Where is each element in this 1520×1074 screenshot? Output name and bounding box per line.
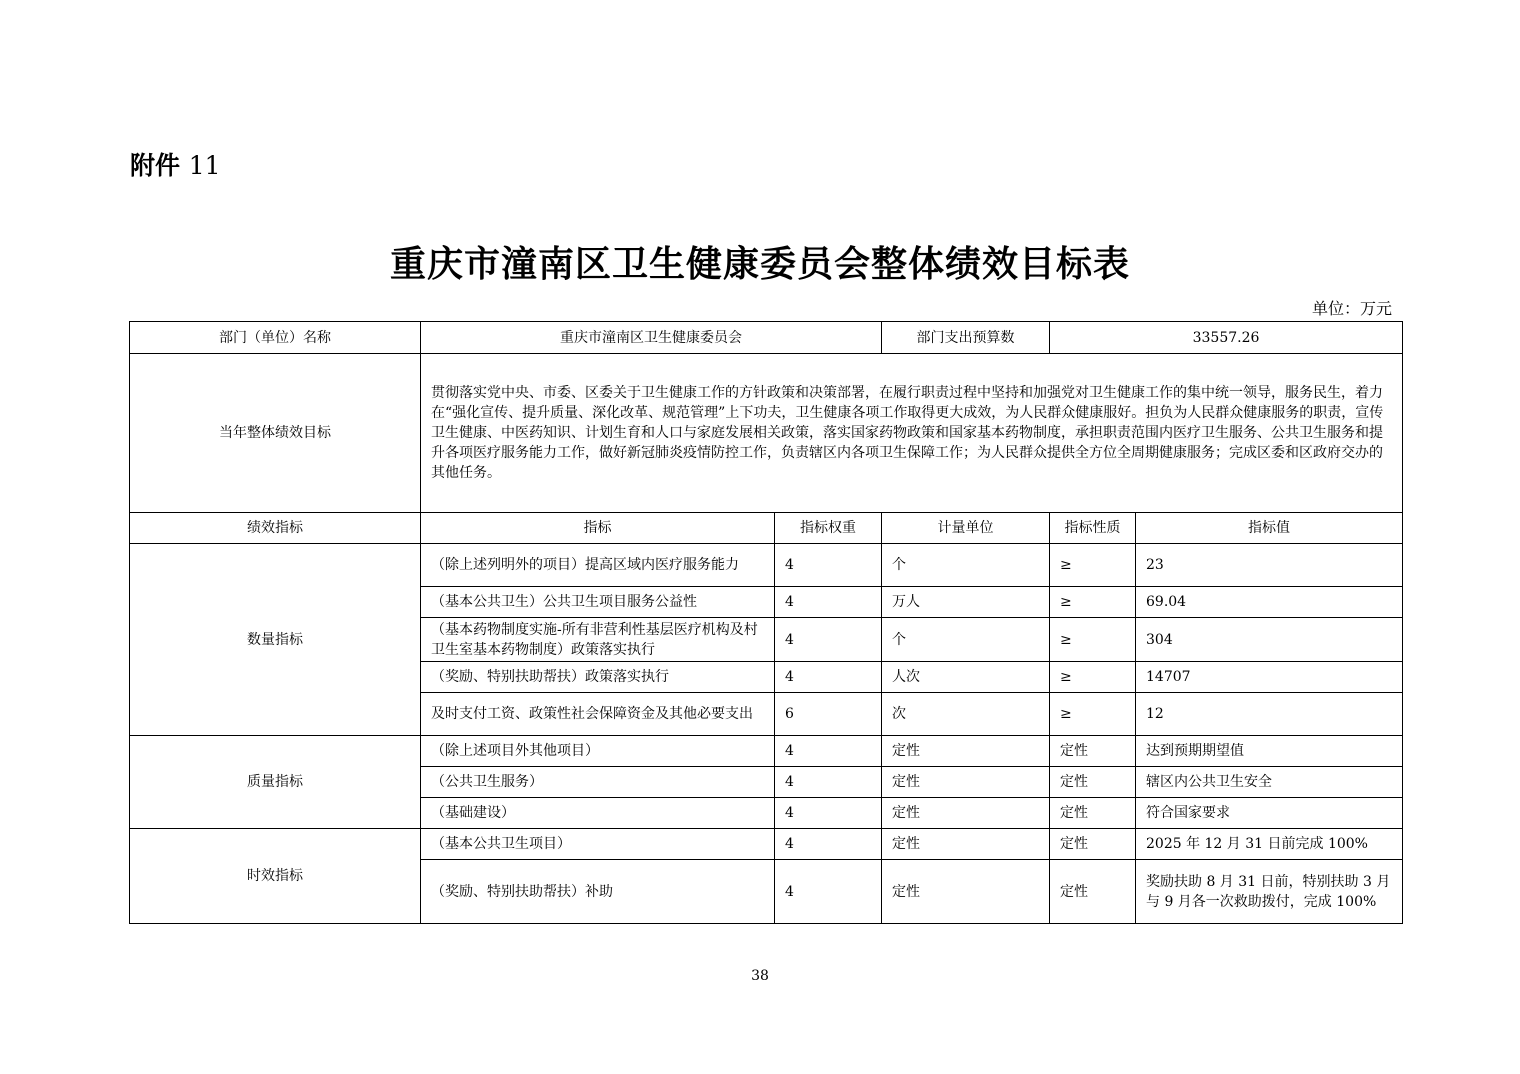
cell-value: 符合国家要求 xyxy=(1136,798,1403,829)
group-name: 质量指标 xyxy=(130,736,421,829)
cell-weight: 4 xyxy=(775,618,882,662)
cell-value: 2025 年 12 月 31 日前完成 100% xyxy=(1136,829,1403,860)
cell-nature: ≥ xyxy=(1050,618,1136,662)
cell-weight: 4 xyxy=(775,544,882,587)
cell-unit: 定性 xyxy=(882,798,1050,829)
column-header: 指标权重 xyxy=(775,513,882,544)
cell-indicator: （除上述项目外其他项目） xyxy=(421,736,775,767)
cell-weight: 4 xyxy=(775,767,882,798)
cell-unit: 个 xyxy=(882,618,1050,662)
cell-indicator: （除上述列明外的项目）提高区域内医疗服务能力 xyxy=(421,544,775,587)
cell-nature: 定性 xyxy=(1050,829,1136,860)
cell-value: 69.04 xyxy=(1136,587,1403,618)
cell-weight: 4 xyxy=(775,860,882,924)
cell-value: 辖区内公共卫生安全 xyxy=(1136,767,1403,798)
cell-nature: ≥ xyxy=(1050,587,1136,618)
group-name: 时效指标 xyxy=(130,829,421,924)
cell-indicator: （公共卫生服务） xyxy=(421,767,775,798)
page-title: 重庆市潼南区卫生健康委员会整体绩效目标表 xyxy=(389,243,1130,285)
column-header: 计量单位 xyxy=(882,513,1050,544)
goal-text: 贯彻落实党中央、市委、区委关于卫生健康工作的方针政策和决策部署，在履行职责过程中坚持和加强党对卫生健康工作的集中统一领导，服务民生，着力在“强化宣传、提升质量、深化改革、规范管理”上下功夫，卫生健康各项工作取得更大成效，为人民群众健康服好。担负为人民群众健康服务的职责，宣传卫生健康、中医药知识、计划生育和人口与家庭发展相关政策，落实国家药物政策和国家基本药物制度，承担职责范围内医疗卫生服务、公共卫生服务和提升各项医疗服务能力工作，做好新冠肺炎疫情防控工作，负责辖区内各项卫生保障工作；为人民群众提供全方位全周期健康服务；完成区委和区政府交办的其他任务。 xyxy=(421,354,1403,513)
cell-value: 12 xyxy=(1136,693,1403,736)
cell-nature: ≥ xyxy=(1050,544,1136,587)
attachment-text: 附件 xyxy=(130,151,181,180)
column-header: 指标 xyxy=(421,513,775,544)
cell-weight: 6 xyxy=(775,693,882,736)
cell-unit: 定性 xyxy=(882,829,1050,860)
cell-nature: 定性 xyxy=(1050,736,1136,767)
performance-target-table xyxy=(129,321,1403,924)
column-header-row xyxy=(130,513,1403,544)
cell-indicator: （奖励、特别扶助帮扶）政策落实执行 xyxy=(421,662,775,693)
unit-label: 单位：万元 xyxy=(1311,299,1392,318)
cell-unit: 次 xyxy=(882,693,1050,736)
cell-indicator: 及时支付工资、政策性社会保障资金及其他必要支出 xyxy=(421,693,775,736)
cell-value: 奖励扶助 8 月 31 日前，特别扶助 3 月与 9 月各一次救助拨付，完成 100% xyxy=(1136,860,1403,924)
cell-nature: 定性 xyxy=(1050,798,1136,829)
cell-nature: ≥ xyxy=(1050,662,1136,693)
budget-value: 33557.26 xyxy=(1050,322,1403,354)
indicator-row xyxy=(130,829,1403,860)
goal-label: 当年整体绩效目标 xyxy=(130,354,421,513)
cell-value: 23 xyxy=(1136,544,1403,587)
budget-label: 部门支出预算数 xyxy=(882,322,1050,354)
goal-row xyxy=(130,354,1403,513)
cell-unit: 个 xyxy=(882,544,1050,587)
indicator-row xyxy=(130,736,1403,767)
indicator-row xyxy=(130,544,1403,587)
column-header: 指标性质 xyxy=(1050,513,1136,544)
page-number: 38 xyxy=(751,968,769,984)
dept-row xyxy=(130,322,1403,354)
cell-weight: 4 xyxy=(775,829,882,860)
attachment-label xyxy=(130,146,221,182)
cell-value: 达到预期期望值 xyxy=(1136,736,1403,767)
cell-nature: 定性 xyxy=(1050,767,1136,798)
attachment-number: 11 xyxy=(188,151,221,180)
dept-label: 部门（单位）名称 xyxy=(130,322,421,354)
cell-weight: 4 xyxy=(775,662,882,693)
cell-unit: 定性 xyxy=(882,736,1050,767)
cell-indicator: （基本公共卫生）公共卫生项目服务公益性 xyxy=(421,587,775,618)
cell-value: 14707 xyxy=(1136,662,1403,693)
group-name: 数量指标 xyxy=(130,544,421,736)
cell-indicator: （基础建设） xyxy=(421,798,775,829)
cell-weight: 4 xyxy=(775,798,882,829)
column-header: 绩效指标 xyxy=(130,513,421,544)
cell-nature: 定性 xyxy=(1050,860,1136,924)
cell-value: 304 xyxy=(1136,618,1403,662)
cell-weight: 4 xyxy=(775,587,882,618)
cell-unit: 人次 xyxy=(882,662,1050,693)
cell-unit: 万人 xyxy=(882,587,1050,618)
cell-nature: ≥ xyxy=(1050,693,1136,736)
cell-unit: 定性 xyxy=(882,860,1050,924)
dept-value: 重庆市潼南区卫生健康委员会 xyxy=(421,322,882,354)
cell-weight: 4 xyxy=(775,736,882,767)
cell-indicator: （基本药物制度实施-所有非营利性基层医疗机构及村卫生室基本药物制度）政策落实执行 xyxy=(421,618,775,662)
cell-indicator: （基本公共卫生项目） xyxy=(421,829,775,860)
cell-indicator: （奖励、特别扶助帮扶）补助 xyxy=(421,860,775,924)
cell-unit: 定性 xyxy=(882,767,1050,798)
column-header: 指标值 xyxy=(1136,513,1403,544)
